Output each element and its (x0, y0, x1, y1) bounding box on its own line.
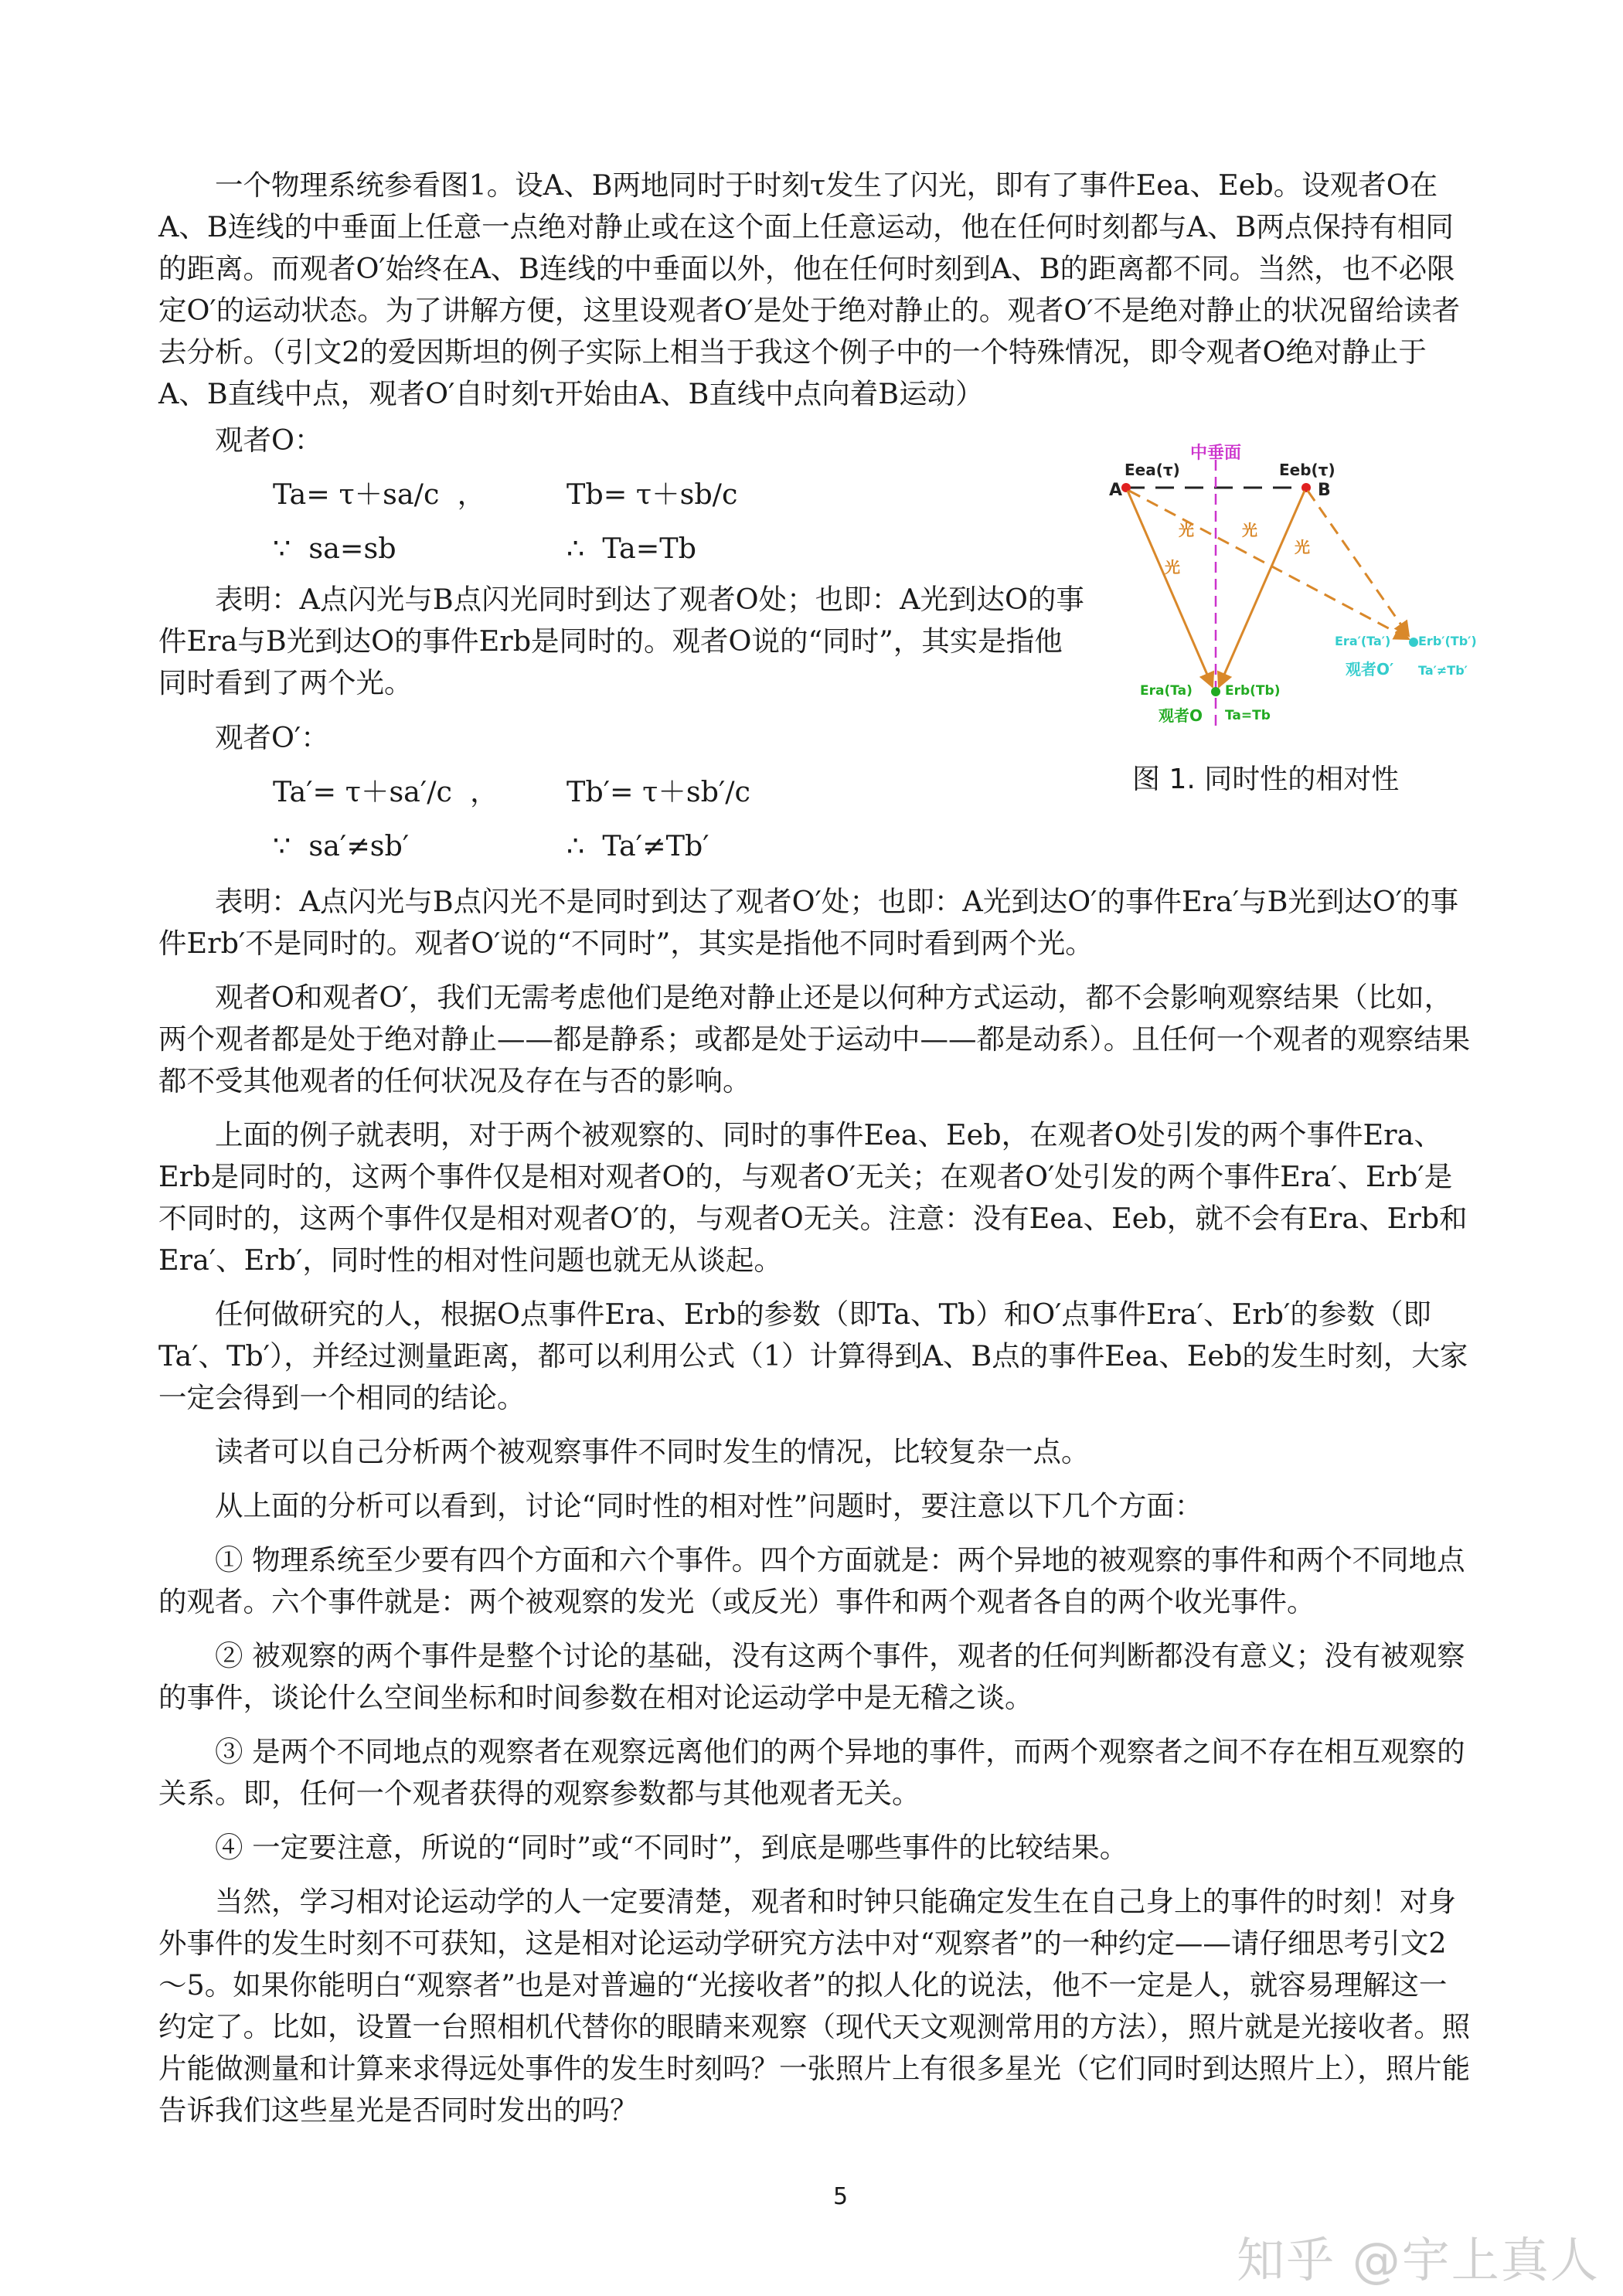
observer-o2-formula-row-1 (158, 771, 1086, 813)
paragraph-conclusion: 当然，学习相对论运动学的人一定要清楚，观者和时钟只能确定发生在自己身上的事件的时刻！对身外事件的发生时刻不可获知，这是相对论运动学研究方法中对“观察者”的一种约定——请仔细思考引文2～5。如果你能明白“观察者”也是对普遍的“光接收者”的拟人化的说法，他不一定是人，就容易理解这一约定了。比如，设置一台照相机代替你的眼睛来观察（现代天文观测常用的方法），照片就是光接收者。照片能做测量和计算来求得远处事件的发生时刻吗？一张照片上有很多星光（它们同时到达照片上），照片能告诉我们这些星光是否同时发出的吗？ (158, 1885, 1471, 2127)
point-b-label: B (1318, 481, 1331, 500)
formula-ta-prime: Ta′= τ＋sa′/c ， (273, 775, 498, 808)
point-a-label: A (1109, 481, 1123, 500)
event-eea-label: Eea(τ) (1125, 461, 1180, 479)
body-text-lower (158, 881, 1472, 2131)
ta-eq-tb-label: Ta=Tb (1225, 708, 1271, 723)
light-label-3: 光 (1242, 521, 1257, 539)
event-b-dot (1301, 483, 1311, 492)
observer-o-label: 观者O (1159, 706, 1203, 725)
observer-o-explanation: 表明：A点闪光与B点闪光同时到达了观者O处；也即：A光到达O的事件Era与B光到达O的事件Erb是同时的。观者O说的“同时”，其实是指他同时看到了两个光。 (158, 583, 1084, 699)
light-label-4: 光 (1295, 538, 1310, 556)
light-ray-a-to-o (1128, 491, 1213, 687)
observer-o-formula-row-1 (158, 474, 1086, 515)
light-ray-b-to-o-prime (1308, 491, 1409, 636)
observer-o2-explanation: 表明：A点闪光与B点闪光不是同时到达了观者O′处；也即：A光到达O′的事件Era′与B光到达O′的事件Erb′不是同时的。观者O′说的“不同时”，其实是指他不同时看到两个光。 (158, 885, 1459, 960)
observer-o2-heading: 观者O′： (215, 721, 329, 754)
observer-o-formula-row-2 (158, 528, 1086, 570)
list-item-4: ④ 一定要注意，所说的“同时”或“不同时”，到底是哪些事件的比较结果。 (215, 1831, 1128, 1864)
light-ray-b-to-o (1219, 491, 1305, 687)
event-era-label: Era(Ta) (1140, 683, 1193, 699)
intro-paragraph: 一个物理系统参看图1。设A、B两地同时于时刻τ发生了闪光，即有了事件Eea、Eeb。设观者O在A、B连线的中垂面上任意一点绝对静止或在这个面上任意运动，他在任何时刻都与A、B两点保持有相同的距离。而观者O′始终在A、B连线的中垂面以外，他在任何时刻到A、B的距离都不同。当然，也不必限定O′的运动状态。为了讲解方便，这里设观者O′是处于绝对静止的。观者O′不是绝对静止的状况留给读者去分析。（引文2的爱因斯坦的例子实际上相当于我这个例子中的一个特殊情况，即令观者O绝对静止于A、B直线中点，观者O′自时刻τ开始由A、B直线中点向着B运动） (158, 168, 1461, 410)
formula-therefore-prime: ∴ Ta′≠Tb′ (567, 829, 709, 862)
event-erb-prime-label: Erb′(Tb′) (1418, 634, 1477, 648)
observer-o2-section (158, 717, 1086, 867)
formula-ta: Ta= τ＋sa/c ， (273, 478, 486, 511)
figure-caption: 图 1. 同时性的相对性 (1132, 764, 1400, 795)
body-text-upper (158, 165, 1472, 415)
observer-o2-formula-row-2 (158, 825, 1086, 867)
observer-o-section (158, 420, 1086, 704)
light-label-1: 光 (1165, 558, 1180, 577)
figure-simultaneity-diagram (1094, 437, 1495, 746)
list-item-3: ③ 是两个不同地点的观察者在观察远离他们的两个异地的事件，而两个观察者之间不存在相互观察的关系。即，任何一个观者获得的观察参数都与其他观者无关。 (158, 1735, 1465, 1810)
paragraph-notes-intro: 从上面的分析可以看到，讨论“同时性的相对性”问题时，要注意以下几个方面： (215, 1489, 1203, 1522)
formula-tb: Tb= τ＋sb/c (567, 478, 738, 511)
observer-o-heading: 观者O： (215, 423, 323, 457)
observer-o-dot (1211, 687, 1220, 696)
paragraph-reader-exercise: 读者可以自己分析两个被观察事件不同时发生的情况，比较复杂一点。 (215, 1435, 1090, 1468)
observer-o-prime-dot (1409, 638, 1418, 647)
event-era-prime-label: Era′(Ta′) (1335, 634, 1391, 648)
formula-because: ∵ sa=sb (273, 532, 396, 565)
formula-therefore: ∴ Ta=Tb (567, 532, 696, 565)
paragraph-example-shows: 上面的例子就表明，对于两个被观察的、同时的事件Eea、Eeb，在观者O处引发的两个事件Era、Erb是同时的，这两个事件仅是相对观者O的，与观者O′无关；在观者O′处引发的两个事件Era′、Erb′是不同时的，这两个事件仅是相对观者O′的，与观者O无关。注意：没有Eea、Eeb，就不会有Era、Erb和Era′、Erb′，同时性的相对性问题也就无从谈起。 (158, 1118, 1468, 1277)
watermark: 知乎 @宇上真人 (1237, 2232, 1600, 2288)
mid-plane-label: 中垂面 (1190, 444, 1242, 463)
list-item-2: ② 被观察的两个事件是整个讨论的基础，没有这两个事件，观者的任何判断都没有意义；没有被观察的事件，谈论什么空间坐标和时间参数在相对论运动学中是无稽之谈。 (158, 1639, 1465, 1714)
paragraph-observers-independent: 观者O和观者O′，我们无需考虑他们是绝对静止还是以何种方式运动，都不会影响观察结果（比如，两个观者都是处于绝对静止——都是静系；或都是处于运动中——都是动系）。且任何一个观者的观察结果都不受其他观者的任何状况及存在与否的影响。 (158, 981, 1471, 1097)
ta-ne-tb-label: Ta′≠Tb′ (1418, 663, 1468, 678)
observer-o-prime-label: 观者O′ (1346, 660, 1394, 679)
formula-tb-prime: Tb′= τ＋sb′/c (567, 775, 750, 808)
page-number: 5 (833, 2183, 849, 2210)
event-eeb-label: Eeb(τ) (1279, 461, 1335, 479)
list-item-1: ① 物理系统至少要有四个方面和六个事件。四个方面就是：两个异地的被观察的事件和两个不同地点的观者。六个事件就是：两个被观察的发光（或反光）事件和两个观者各自的两个收光事件。 (158, 1543, 1465, 1618)
formula-because-prime: ∵ sa′≠sb′ (273, 829, 410, 862)
event-erb-label: Erb(Tb) (1225, 683, 1281, 699)
light-label-2: 光 (1179, 521, 1194, 539)
paragraph-researchers: 任何做研究的人，根据O点事件Era、Erb的参数（即Ta、Tb）和O′点事件Era′、Erb′的参数（即Ta′、Tb′），并经过测量距离，都可以利用公式（1）计算得到A、B点的事件Eea、Eeb的发生时刻，大家一定会得到一个相同的结论。 (158, 1298, 1468, 1414)
